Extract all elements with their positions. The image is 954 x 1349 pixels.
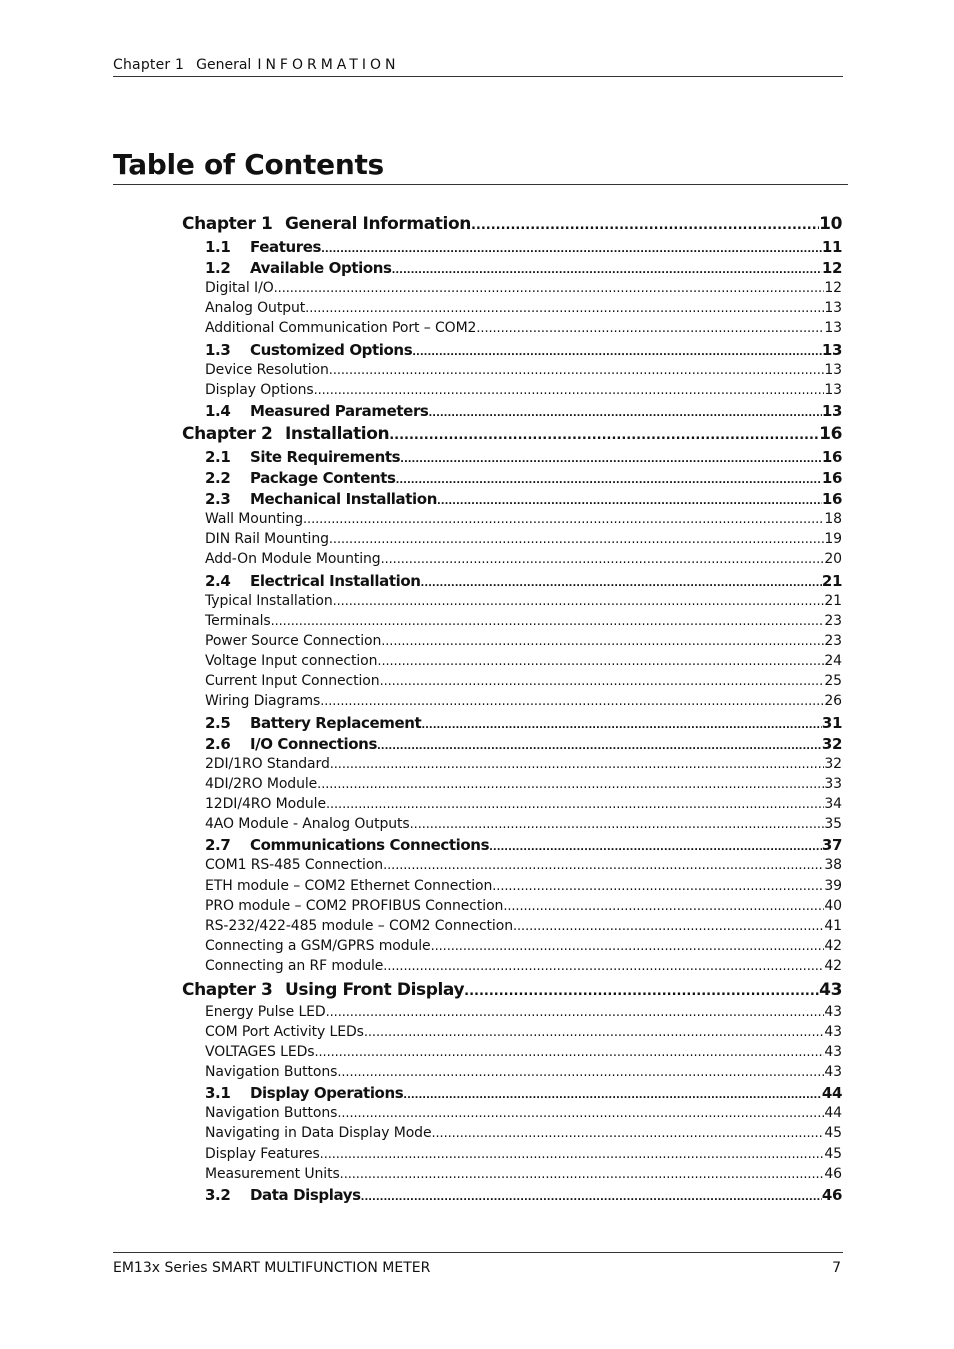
toc-entry-title bbox=[205, 1146, 320, 1162]
dot-leader bbox=[326, 797, 824, 812]
toc-entry-label: Display Operations bbox=[250, 1084, 404, 1103]
toc-entry-number: Chapter 1 bbox=[182, 214, 273, 234]
toc-entry-label: Customized Options bbox=[250, 340, 413, 359]
toc-entry-label: Wall Mounting bbox=[205, 510, 303, 527]
toc-entry-label: Wiring Diagrams bbox=[205, 693, 321, 710]
toc-section-entry[interactable] bbox=[182, 448, 842, 469]
toc-subsection-entry[interactable] bbox=[182, 653, 842, 673]
toc-entry-title bbox=[205, 572, 421, 590]
toc-entry-label: Mechanical Installation bbox=[250, 489, 437, 508]
toc-entry-label: 4DI/2RO Module bbox=[205, 775, 318, 792]
toc-entry-title bbox=[205, 653, 377, 669]
dot-leader bbox=[320, 694, 824, 709]
toc-entry-label: Device Resolution bbox=[205, 361, 329, 378]
toc-entry-label: Installation bbox=[285, 423, 390, 444]
toc-entry-page: 16 bbox=[821, 447, 842, 466]
toc-entry-page: 16 bbox=[821, 489, 842, 508]
toc-entry-title bbox=[205, 633, 381, 649]
toc-entry-title bbox=[205, 1044, 314, 1060]
toc-entry-page: 32 bbox=[824, 755, 842, 772]
dot-leader bbox=[303, 512, 824, 527]
toc-entry-page: 13 bbox=[821, 340, 842, 359]
toc-subsection-entry[interactable] bbox=[182, 1024, 842, 1044]
toc-entry-number: Chapter 3 bbox=[182, 979, 273, 1000]
toc-entry-page: 35 bbox=[824, 816, 842, 833]
dot-leader bbox=[329, 532, 824, 547]
dot-leader bbox=[377, 741, 822, 752]
toc-entry-number: 2.4 bbox=[205, 571, 231, 590]
toc-entry-label: VOLTAGES LEDs bbox=[205, 1043, 315, 1060]
dot-leader bbox=[410, 817, 825, 832]
toc-entry-page: 34 bbox=[824, 796, 842, 812]
dot-leader bbox=[337, 1106, 824, 1121]
toc-entry-label: Add-On Module Mounting bbox=[205, 551, 381, 568]
toc-entry-title bbox=[205, 490, 437, 508]
toc-entry-title bbox=[205, 1166, 340, 1182]
toc-entry-page: 39 bbox=[824, 877, 842, 894]
dot-leader bbox=[377, 654, 824, 669]
toc-entry-label: Measured Parameters bbox=[250, 401, 429, 420]
toc-entry-title bbox=[205, 1004, 326, 1020]
dot-leader bbox=[380, 674, 825, 689]
dot-leader bbox=[464, 984, 819, 999]
toc-subsection-entry[interactable] bbox=[182, 938, 842, 958]
toc-subsection-entry[interactable] bbox=[182, 1105, 842, 1125]
toc-entry-title bbox=[205, 402, 428, 420]
toc-entry-label: General Information bbox=[285, 214, 471, 234]
toc-subsection-entry[interactable] bbox=[182, 1044, 842, 1064]
dot-leader bbox=[364, 1025, 825, 1040]
toc-entry-page: 19 bbox=[824, 531, 842, 548]
toc-entry-title bbox=[182, 424, 389, 444]
toc-entry-page: 45 bbox=[824, 1125, 842, 1142]
toc-subsection-entry[interactable] bbox=[182, 382, 842, 402]
toc-entry-number: Chapter 2 bbox=[182, 423, 273, 444]
toc-entry-label: Site Requirements bbox=[250, 447, 401, 466]
toc-entry-number: 2.7 bbox=[205, 836, 231, 855]
toc-entry-page: 43 bbox=[824, 1043, 842, 1060]
toc-entry-label: PRO module – COM2 PROFIBUS Connection bbox=[205, 897, 504, 914]
dot-leader bbox=[513, 919, 824, 934]
toc-entry-title bbox=[205, 531, 329, 547]
toc-section-entry[interactable] bbox=[182, 259, 842, 280]
toc-entry-label: 4AO Module - Analog Outputs bbox=[205, 816, 410, 833]
toc-entry-label: COM Port Activity LEDs bbox=[205, 1023, 364, 1040]
toc-entry-page: 18 bbox=[824, 510, 842, 527]
dot-leader bbox=[317, 777, 824, 792]
toc-entry-title bbox=[182, 980, 464, 1000]
toc-subsection-entry[interactable] bbox=[182, 1166, 842, 1186]
toc-entry-title bbox=[205, 1125, 431, 1141]
dot-leader bbox=[476, 321, 824, 336]
toc-entry-label: Navigation Buttons bbox=[205, 1105, 338, 1122]
toc-subsection-entry[interactable] bbox=[182, 1064, 842, 1084]
toc-entry-page: 46 bbox=[821, 1186, 842, 1204]
toc-entry-page: 11 bbox=[821, 238, 842, 256]
toc-entry-title bbox=[205, 958, 383, 974]
toc-entry-page: 25 bbox=[824, 673, 842, 690]
toc-entry-number: 1.3 bbox=[205, 340, 231, 359]
toc-entry-label: Power Source Connection bbox=[205, 632, 382, 649]
toc-entry-title bbox=[205, 1024, 364, 1040]
toc-entry-title bbox=[205, 613, 271, 629]
dot-leader bbox=[381, 634, 824, 649]
toc-subsection-entry[interactable] bbox=[182, 796, 842, 816]
dot-leader bbox=[431, 1126, 824, 1141]
dot-leader bbox=[321, 244, 822, 255]
toc-entry-number: 2.6 bbox=[205, 734, 231, 753]
dot-leader bbox=[274, 281, 825, 296]
toc-entry-title bbox=[205, 320, 476, 336]
toc-entry-title bbox=[205, 1084, 403, 1102]
toc-subsection-entry[interactable] bbox=[182, 756, 842, 776]
toc-section-entry[interactable] bbox=[182, 469, 842, 490]
dot-leader bbox=[421, 720, 822, 731]
toc-subsection-entry[interactable] bbox=[182, 918, 842, 938]
running-footer bbox=[113, 1252, 843, 1277]
toc-section-entry[interactable] bbox=[182, 714, 842, 735]
toc-entry-number: 2.1 bbox=[205, 447, 231, 466]
dot-leader bbox=[421, 578, 822, 589]
toc-entry-title bbox=[205, 593, 333, 609]
toc-entry-page: 13 bbox=[824, 361, 842, 378]
toc-entry-page: 16 bbox=[821, 468, 842, 487]
toc-entry-page: 21 bbox=[821, 571, 842, 590]
toc-subsection-entry[interactable] bbox=[182, 531, 842, 551]
dot-leader bbox=[333, 594, 825, 609]
toc-entry-page: 41 bbox=[824, 917, 842, 934]
toc-subsection-entry[interactable] bbox=[182, 1146, 842, 1166]
toc-entry-label: DIN Rail Mounting bbox=[205, 531, 329, 548]
table-of-contents bbox=[182, 213, 842, 1207]
toc-entry-title bbox=[205, 693, 320, 709]
dot-leader bbox=[431, 939, 825, 954]
toc-entry-label: Display Features bbox=[205, 1145, 320, 1162]
toc-entry-label: COM1 RS-485 Connection bbox=[205, 857, 384, 874]
toc-chapter-entry[interactable] bbox=[182, 980, 842, 1004]
toc-entry-label: Current Input Connection bbox=[205, 673, 380, 690]
toc-entry-title bbox=[205, 1186, 361, 1204]
toc-section-entry[interactable] bbox=[182, 572, 842, 593]
toc-entry-label: Navigation Buttons bbox=[205, 1064, 338, 1081]
toc-subsection-entry[interactable] bbox=[182, 857, 842, 877]
dot-leader bbox=[337, 1065, 824, 1080]
toc-entry-label: Available Options bbox=[250, 259, 392, 277]
page-title: Table of Contents bbox=[113, 148, 848, 185]
footer-text: EM13x Series SMART MULTIFUNCTION METER bbox=[113, 1260, 431, 1276]
toc-entry-label: Connecting a GSM/GPRS module bbox=[205, 938, 431, 955]
toc-entry-title bbox=[205, 259, 392, 277]
toc-entry-page: 43 bbox=[824, 1023, 842, 1040]
toc-entry-page: 13 bbox=[824, 320, 842, 337]
toc-entry-label: Energy Pulse LED bbox=[205, 1003, 326, 1020]
dot-leader bbox=[271, 614, 825, 629]
toc-entry-number: 2.5 bbox=[205, 713, 231, 732]
toc-entry-page: 40 bbox=[824, 897, 842, 914]
toc-entry-page: 16 bbox=[819, 423, 842, 444]
toc-entry-label: Analog Output bbox=[205, 300, 306, 317]
toc-entry-number: 1.2 bbox=[205, 259, 231, 277]
toc-entry-title bbox=[205, 816, 410, 832]
toc-entry-title bbox=[182, 214, 471, 234]
toc-entry-label: Voltage Input connection bbox=[205, 653, 378, 670]
toc-entry-label: Additional Communication Port – COM2 bbox=[205, 320, 477, 337]
toc-subsection-entry[interactable] bbox=[182, 878, 842, 898]
toc-subsection-entry[interactable] bbox=[182, 1125, 842, 1145]
page-number: 7 bbox=[832, 1260, 841, 1276]
header-general: General bbox=[196, 57, 252, 73]
toc-entry-title bbox=[205, 756, 330, 772]
toc-entry-label: 12DI/4RO Module bbox=[205, 796, 326, 812]
toc-entry-page: 37 bbox=[821, 836, 842, 855]
toc-subsection-entry[interactable] bbox=[182, 816, 842, 836]
toc-entry-label: Communications Connections bbox=[250, 836, 490, 855]
dot-leader bbox=[403, 1090, 822, 1101]
toc-entry-page: 21 bbox=[824, 592, 842, 609]
dot-leader bbox=[381, 552, 825, 567]
toc-subsection-entry[interactable] bbox=[182, 280, 842, 300]
toc-entry-title bbox=[205, 857, 383, 873]
running-header bbox=[113, 57, 843, 77]
toc-entry-title bbox=[205, 836, 489, 854]
toc-entry-page: 10 bbox=[819, 214, 842, 234]
dot-leader bbox=[340, 1167, 825, 1182]
toc-section-entry[interactable] bbox=[182, 1186, 842, 1207]
toc-section-entry[interactable] bbox=[182, 238, 842, 259]
toc-entry-label: Data Displays bbox=[250, 1186, 361, 1204]
toc-entry-label: Measurement Units bbox=[205, 1165, 340, 1182]
toc-entry-title bbox=[205, 469, 396, 487]
toc-subsection-entry[interactable] bbox=[182, 673, 842, 693]
dot-leader bbox=[400, 454, 822, 465]
toc-entry-page: 43 bbox=[824, 1003, 842, 1020]
dot-leader bbox=[330, 757, 825, 772]
toc-entry-page: 44 bbox=[824, 1105, 842, 1122]
toc-entry-label: I/O Connections bbox=[250, 734, 377, 753]
toc-entry-title bbox=[205, 511, 303, 527]
toc-entry-number: 1.1 bbox=[205, 238, 231, 256]
dot-leader bbox=[389, 428, 819, 443]
toc-entry-title bbox=[205, 673, 380, 689]
dot-leader bbox=[396, 475, 822, 486]
toc-entry-title bbox=[205, 878, 492, 894]
toc-subsection-entry[interactable] bbox=[182, 593, 842, 613]
toc-entry-page: 38 bbox=[824, 857, 842, 874]
toc-entry-number: 3.2 bbox=[205, 1186, 231, 1204]
toc-entry-label: Electrical Installation bbox=[250, 571, 421, 590]
dot-leader bbox=[392, 265, 822, 276]
dot-leader bbox=[305, 301, 824, 316]
toc-chapter-entry[interactable] bbox=[182, 424, 842, 448]
toc-section-entry[interactable] bbox=[182, 836, 842, 857]
toc-entry-number: 2.3 bbox=[205, 489, 231, 508]
dot-leader bbox=[503, 899, 824, 914]
toc-entry-title bbox=[205, 796, 326, 812]
header-chapter: Chapter 1 bbox=[113, 57, 185, 73]
toc-subsection-entry[interactable] bbox=[182, 320, 842, 340]
toc-entry-page: 32 bbox=[821, 734, 842, 753]
dot-leader bbox=[437, 496, 822, 507]
toc-entry-title bbox=[205, 382, 314, 398]
dot-leader bbox=[492, 879, 824, 894]
header-information: INFORMATION bbox=[257, 57, 400, 73]
toc-entry-title bbox=[205, 280, 274, 296]
toc-section-entry[interactable] bbox=[182, 341, 842, 362]
toc-entry-page: 12 bbox=[824, 280, 842, 296]
toc-subsection-entry[interactable] bbox=[182, 776, 842, 796]
dot-leader bbox=[383, 858, 824, 873]
toc-entry-label: Digital I/O bbox=[205, 280, 274, 296]
toc-section-entry[interactable] bbox=[182, 490, 842, 511]
toc-entry-title bbox=[205, 714, 421, 732]
toc-entry-page: 31 bbox=[821, 713, 842, 732]
toc-entry-label: Connecting an RF module bbox=[205, 958, 384, 975]
toc-entry-page: 42 bbox=[824, 938, 842, 955]
toc-entry-label: RS-232/422-485 module – COM2 Connection bbox=[205, 917, 513, 934]
toc-entry-number: 1.4 bbox=[205, 401, 231, 420]
dot-leader bbox=[314, 383, 825, 398]
toc-entry-page: 42 bbox=[824, 958, 842, 975]
toc-subsection-entry[interactable] bbox=[182, 551, 842, 571]
toc-subsection-entry[interactable] bbox=[182, 1004, 842, 1024]
toc-entry-label: Features bbox=[250, 238, 322, 256]
toc-entry-title bbox=[205, 918, 513, 934]
toc-entry-page: 33 bbox=[824, 775, 842, 792]
toc-entry-title bbox=[205, 898, 503, 914]
toc-entry-page: 13 bbox=[824, 300, 842, 317]
toc-entry-page: 44 bbox=[821, 1084, 842, 1103]
toc-entry-title bbox=[205, 238, 321, 256]
toc-entry-label: Battery Replacement bbox=[250, 713, 422, 732]
toc-entry-label: Using Front Display bbox=[285, 979, 465, 1000]
toc-entry-label: Navigating in Data Display Mode bbox=[205, 1125, 432, 1142]
toc-entry-page: 26 bbox=[824, 693, 842, 710]
toc-entry-title bbox=[205, 735, 377, 753]
toc-section-entry[interactable] bbox=[182, 402, 842, 423]
dot-leader bbox=[489, 842, 822, 853]
toc-entry-title bbox=[205, 1064, 337, 1080]
dot-leader bbox=[428, 408, 821, 419]
toc-entry-label: ETH module – COM2 Ethernet Connection bbox=[205, 877, 493, 894]
dot-leader bbox=[471, 218, 819, 233]
toc-subsection-entry[interactable] bbox=[182, 511, 842, 531]
toc-entry-label: Display Options bbox=[205, 381, 314, 398]
toc-entry-label: Typical Installation bbox=[205, 592, 333, 609]
dot-leader bbox=[314, 1045, 824, 1060]
toc-entry-number: 3.1 bbox=[205, 1084, 231, 1103]
toc-subsection-entry[interactable] bbox=[182, 693, 842, 713]
toc-entry-page: 13 bbox=[821, 401, 842, 420]
dot-leader bbox=[320, 1147, 825, 1162]
toc-entry-page: 23 bbox=[824, 612, 842, 629]
toc-subsection-entry[interactable] bbox=[182, 958, 842, 978]
toc-entry-label: Package Contents bbox=[250, 468, 396, 487]
toc-entry-label: Terminals bbox=[205, 612, 271, 629]
toc-entry-title bbox=[205, 341, 412, 359]
toc-entry-title bbox=[205, 1105, 337, 1121]
toc-subsection-entry[interactable] bbox=[182, 300, 842, 320]
dot-leader bbox=[326, 1005, 825, 1020]
toc-entry-title bbox=[205, 938, 431, 954]
toc-entry-page: 13 bbox=[824, 381, 842, 398]
toc-entry-number: 2.2 bbox=[205, 468, 231, 487]
toc-entry-title bbox=[205, 300, 305, 316]
toc-entry-page: 23 bbox=[824, 632, 842, 649]
toc-entry-title bbox=[205, 551, 381, 567]
toc-section-entry[interactable] bbox=[182, 1084, 842, 1105]
toc-entry-label: 2DI/1RO Standard bbox=[205, 755, 330, 772]
toc-entry-page: 24 bbox=[824, 653, 842, 670]
dot-leader bbox=[412, 347, 822, 358]
toc-subsection-entry[interactable] bbox=[182, 898, 842, 918]
toc-subsection-entry[interactable] bbox=[182, 613, 842, 633]
toc-entry-title bbox=[205, 776, 317, 792]
toc-entry-page: 12 bbox=[821, 259, 842, 277]
toc-entry-page: 20 bbox=[824, 551, 842, 568]
toc-subsection-entry[interactable] bbox=[182, 362, 842, 382]
toc-entry-title bbox=[205, 448, 400, 466]
toc-subsection-entry[interactable] bbox=[182, 633, 842, 653]
toc-entry-page: 43 bbox=[824, 1064, 842, 1081]
toc-entry-page: 46 bbox=[824, 1165, 842, 1182]
toc-chapter-entry[interactable] bbox=[182, 214, 842, 238]
toc-entry-page: 45 bbox=[824, 1145, 842, 1162]
toc-entry-page: 43 bbox=[819, 979, 842, 1000]
toc-section-entry[interactable] bbox=[182, 735, 842, 756]
dot-leader bbox=[329, 363, 825, 378]
dot-leader bbox=[383, 959, 824, 974]
toc-entry-title bbox=[205, 362, 329, 378]
dot-leader bbox=[361, 1192, 822, 1203]
